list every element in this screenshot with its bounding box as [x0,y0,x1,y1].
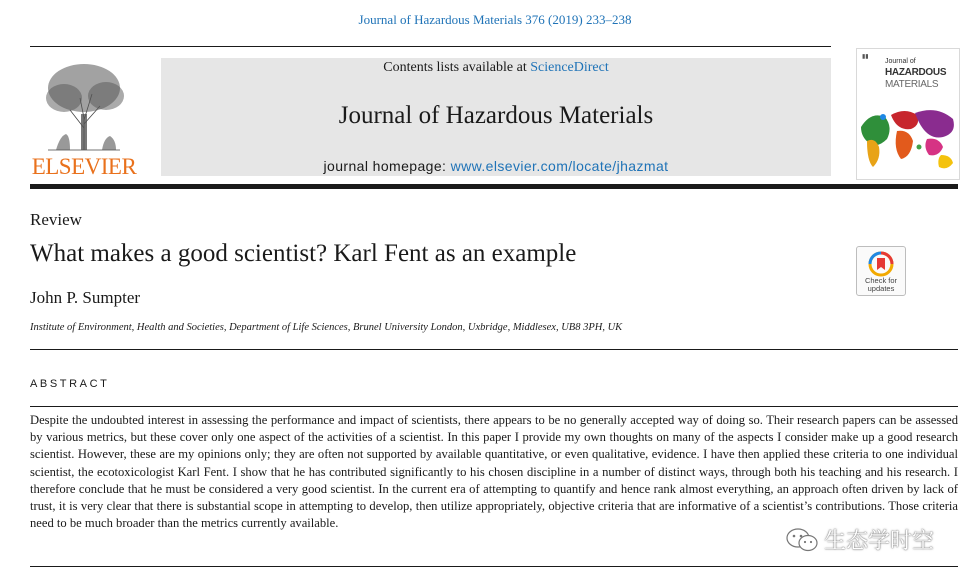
contents-line [161,60,831,76]
abstract-text: Despite the undoubted interest in assessing the performance and impact of scientists, there appears to be no generally accepted way of doing so. Their research papers can be assessed by various metrics, but these cover only one aspect of the activities of a scientist. In this paper I provide my own thoughts on many of the aspects I consider make up a good research scientist. However, these are my opinions only; they are often not supported by available quantitative, or even qualitative, evidence. I have then applied these criteria to one individual scientist, the ecotoxicologist Karl Fent. I show that he has contributed significantly to his chosen discipline in a number of distinct ways, through both his teaching and his research. I therefore conclude that he must be considered a very good scientist. In the current era of attempting to quantify and hence rank almost everything, an approach often driven by lack of trust, it is very clear that there is substantial scope in attempting to develop, then utilize appropriately, objective criteria that are informative of a scientist’s contributions. Those criteria need to be much broader than the metrics currently available. [30,413,958,531]
abstract-heading: ABSTRACT [30,378,110,390]
watermark-text: 生态学时空 [824,529,935,554]
journal-cover[interactable] [856,48,960,180]
article-type: Review [30,210,82,229]
abstract-top-rule [30,406,958,407]
homepage-prefix: journal homepage: [323,158,451,174]
journal-name: Journal of Hazardous Materials [338,102,654,129]
wechat-icon [784,526,820,554]
check-for-updates-badge[interactable] [856,246,906,296]
author-name[interactable]: John P. Sumpter [30,288,141,307]
homepage-line [161,158,831,174]
journal-citation[interactable]: Journal of Hazardous Materials 376 (2019) 233–238 [358,12,632,27]
contents-prefix: Contents lists available at [383,60,531,75]
header-top-rule [30,46,831,47]
publisher-name: ELSEVIER [31,154,137,179]
check-updates-label [857,277,905,293]
cover-tag: ▮▮ [862,54,869,60]
check-updates-icon [868,251,894,277]
check-updates-line-1: Check for [864,276,898,285]
homepage-link[interactable]: www.elsevier.com/locate/jhazmat [450,158,669,174]
header-thick-rule [30,184,958,189]
journal-banner [161,58,831,176]
cover-line-2: HAZARDOUS [885,67,947,78]
article-title: What makes a good scientist? Karl Fent as an example [30,240,577,267]
cover-line-3: MATERIALS [885,79,939,90]
check-updates-line-2: updates [867,284,895,293]
watermark [784,524,960,556]
author-affiliation: Institute of Environment, Health and Societies, Department of Life Sciences, Brunel University London, Uxbridge, Middlesex, UB8 3PH, UK [30,322,623,333]
cover-world-map-art [857,97,959,179]
sciencedirect-link[interactable]: ScienceDirect [530,60,609,75]
abstract-bottom-rule [30,566,958,567]
cover-line-1: Journal of [885,58,916,65]
affiliation-rule [30,349,958,350]
